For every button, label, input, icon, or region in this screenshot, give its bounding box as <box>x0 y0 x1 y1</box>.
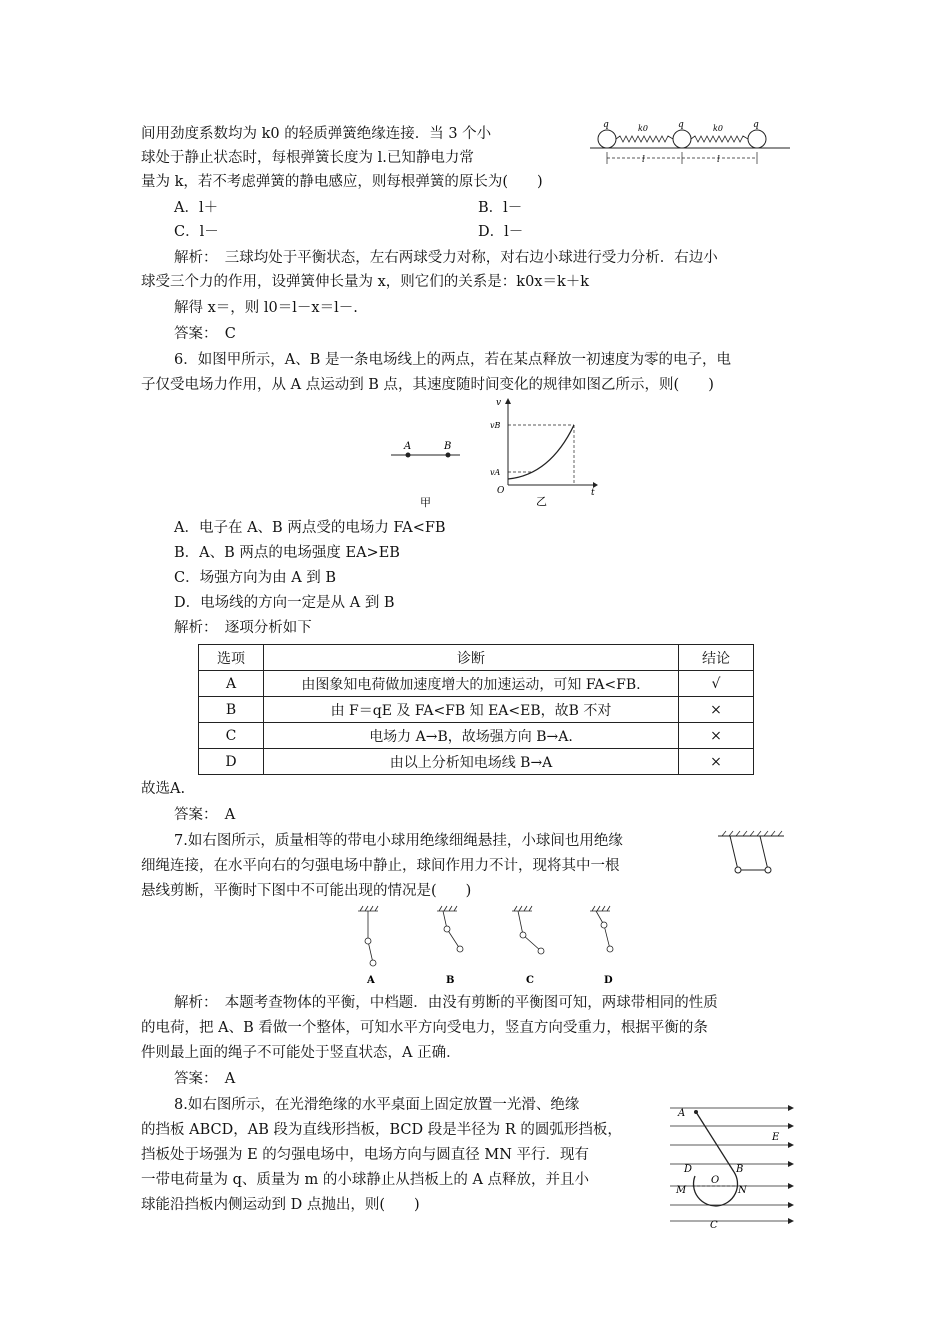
q6-axis-v-label: v <box>496 398 502 408</box>
q6-stem-line-1: 6．如图甲所示，A、B 是一条电场线上的两点，若在某点释放一初速度为零的电子，电 <box>174 352 731 368</box>
q7-option-a-label: A <box>367 975 375 986</box>
table-cell: 由 F＝qE 及 FA<FB 知 EA<EB，故B 不对 <box>264 697 679 723</box>
q6-figure-yi <box>488 395 603 510</box>
q6-vb-label: vB <box>490 421 501 430</box>
q6-va-label: vA <box>490 468 501 477</box>
table-row <box>199 723 754 749</box>
q8-point-b-label: B <box>736 1164 744 1175</box>
table-header-diagnosis: 诊断 <box>264 645 679 671</box>
q5-stem-line-1: 间用劲度系数均为 k0 的轻质弹簧绝缘连接．当 3 个小 <box>141 126 492 142</box>
q5-analysis-line-2: 球受三个力的作用，设弹簧伸长量为 x，则它们的关系是：k0x＝k＋k <box>141 274 590 290</box>
q8-field-e-label: E <box>772 1132 780 1143</box>
q6-stem-line-2: 子仅受电场力作用，从 A 点运动到 B 点，其速度随时间变化的规律如图乙所示，则( ) <box>141 377 714 393</box>
q7-analysis-line-2: 的电荷，把 A、B 看做一个整体，可知水平方向受电力，竖直方向受重力，根据平衡的条 <box>141 1020 708 1036</box>
q6-option-d: D．电场线的方向一定是从 A 到 B <box>174 595 395 611</box>
q8-point-a-label: A <box>678 1108 686 1119</box>
q6-option-c: C．场强方向为由 A 到 B <box>174 570 337 586</box>
table-cell: × <box>679 723 754 749</box>
q5-spring-label-1: k0 <box>638 124 648 133</box>
q8-center-o-label: O <box>711 1175 720 1186</box>
q7-options-figure <box>340 905 630 987</box>
q7-analysis-line-1: 解析： 本题考查物体的平衡，中档题．由没有剪断的平衡图可知，两球带相同的性质 <box>174 995 718 1011</box>
q5-charge-label-3: q <box>753 120 759 130</box>
q5-analysis-line-3: 解得 x＝，则 l0＝l－x＝l－. <box>174 300 358 316</box>
q7-analysis-line-3: 件则最上面的绳子不可能处于竖直状态，A 正确． <box>141 1045 461 1061</box>
q8-stem-line-5: 球能沿挡板内侧运动到 D 点抛出，则( ) <box>141 1197 420 1213</box>
table-cell: D <box>199 749 264 775</box>
table-header-option: 选项 <box>199 645 264 671</box>
q5-spring-label-2: k0 <box>713 124 723 133</box>
q6-answer: 答案： A <box>174 807 236 823</box>
q7-stem-line-1: 7.如右图所示，质量相等的带电小球用绝缘细绳悬挂，小球间也用绝缘 <box>174 833 623 849</box>
q7-option-d-label: D <box>604 975 613 986</box>
q6-analysis-intro: 解析： 逐项分析如下 <box>174 620 312 636</box>
table-cell: C <box>199 723 264 749</box>
q8-stem-line-4: 一带电荷量为 q、质量为 m 的小球静止从挡板上的 A 点释放，并且小 <box>141 1172 590 1188</box>
table-header-row <box>199 645 754 671</box>
table-cell: × <box>679 697 754 723</box>
q5-charge-label-2: q <box>678 120 684 130</box>
table-cell: B <box>199 697 264 723</box>
q8-point-c-label: C <box>710 1220 718 1231</box>
q8-point-n-label: N <box>738 1185 747 1196</box>
q5-stem-line-2: 球处于静止状态时，每根弹簧长度为 l.已知静电力常 <box>141 150 474 166</box>
q6-conclusion: 故选A. <box>141 781 186 797</box>
table-cell: 电场力 A→B，故场强方向 B→A. <box>264 723 679 749</box>
table-cell: √ <box>679 671 754 697</box>
q7-stem-line-3: 悬线剪断，平衡时下图中不可能出现的情况是( ) <box>141 883 472 899</box>
q5-length-label-1: l <box>642 155 645 165</box>
q6-axis-t-label: t <box>591 488 595 498</box>
q5-option-c: C．l－ <box>174 224 219 240</box>
table-cell: 由以上分析知电场线 B→A <box>264 749 679 775</box>
q5-answer: 答案： C <box>174 326 236 342</box>
q6-point-b-label: B <box>444 441 452 452</box>
table-row <box>199 697 754 723</box>
q6-caption-yi: 乙 <box>536 495 547 508</box>
q8-stem-line-1: 8.如右图所示，在光滑绝缘的水平桌面上固定放置一光滑、绝缘 <box>174 1097 580 1113</box>
table-header-conclusion: 结论 <box>679 645 754 671</box>
table-row <box>199 749 754 775</box>
q8-point-d-label: D <box>684 1164 693 1175</box>
q5-length-label-2: l <box>717 155 720 165</box>
q6-caption-jia: 甲 <box>420 496 431 509</box>
q8-stem-line-2: 的挡板 ABCD，AB 段为直线形挡板，BCD 段是半径为 R 的圆弧形挡板， <box>141 1122 622 1138</box>
q5-option-d: D．l－ <box>478 224 524 240</box>
table-cell: × <box>679 749 754 775</box>
q5-spring-figure <box>590 118 795 168</box>
q7-main-figure <box>716 830 791 880</box>
q7-stem-line-2: 细绳连接，在水平向右的匀强电场中静止，球间作用力不计，现将其中一根 <box>141 858 620 874</box>
q8-stem-line-3: 挡板处于场强为 E 的匀强电场中，电场方向与圆直径 MN 平行．现有 <box>141 1147 590 1163</box>
table-cell: 由图象知电荷做加速度增大的加速运动，可知 FA<FB. <box>264 671 679 697</box>
q5-option-a: A．l＋ <box>174 200 219 216</box>
q5-stem-line-3: 量为 k，若不考虑弹簧的静电感应，则每根弹簧的原长为( ) <box>141 174 543 190</box>
q6-figure-jia <box>388 435 468 510</box>
q5-charge-label-1: q <box>603 120 609 130</box>
q6-option-a: A．电子在 A、B 两点受的电场力 FA<FB <box>174 520 446 536</box>
q6-point-a-label: A <box>404 441 412 452</box>
table-cell: A <box>199 671 264 697</box>
q6-option-b: B．A、B 两点的电场强度 EA>EB <box>174 545 400 561</box>
q7-option-c-label: C <box>526 975 534 986</box>
q8-field-figure <box>668 1100 800 1230</box>
table-row <box>199 671 754 697</box>
q5-analysis-line-1: 解析： 三球均处于平衡状态，左右两球受力对称，对右边小球进行受力分析．右边小 <box>174 250 718 266</box>
q5-option-b: B．l－ <box>478 200 523 216</box>
q8-point-m-label: M <box>676 1185 687 1196</box>
q7-answer: 答案： A <box>174 1071 236 1087</box>
q6-analysis-table <box>198 644 754 775</box>
q6-origin-label: O <box>497 486 505 496</box>
q7-option-b-label: B <box>446 975 455 986</box>
